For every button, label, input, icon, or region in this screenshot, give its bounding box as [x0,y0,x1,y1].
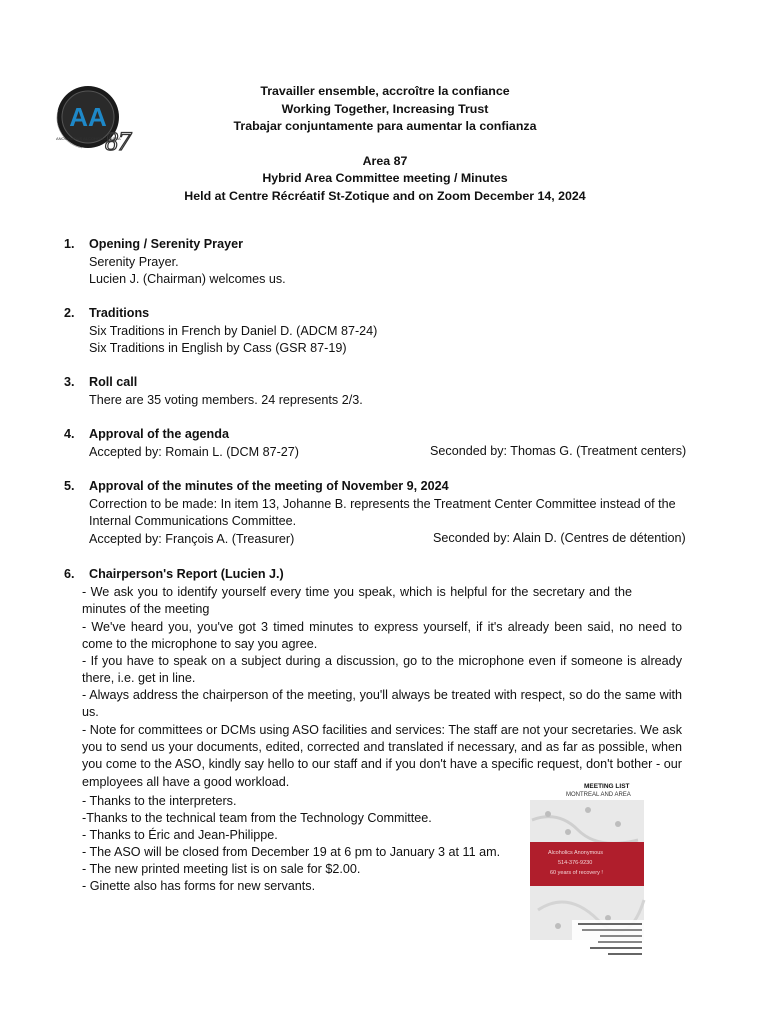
meeting-list-poster [528,780,646,958]
section-title: Traditions [89,306,150,320]
header-english: Working Together, Increasing Trust [281,101,489,116]
text-line: Lucien J. (Chairman) welcomes us. [89,272,286,286]
section-title: Roll call [89,375,138,389]
header-location-date: Held at Centre Récréatif St-Zotique and on Zoom December 14, 2024 [184,188,586,203]
poster-band-line: 60 years of recovery ! [550,870,603,876]
section-number: 2. [64,306,75,320]
report-bullet: - The ASO will be closed from December 19 at 6 pm to January 3 at 11 am. [82,845,501,859]
logo-arc-text: ANONYMOUS ALCOHOLICS AREA [56,136,121,141]
report-bullet: - Thanks to the interpreters. [82,794,237,808]
section-number: 3. [64,375,75,389]
report-paragraph: - Always address the chairperson of the meeting, you'll always be treated with respect, so do the same with us. [82,688,682,720]
text-line: Six Traditions in French by Daniel D. (ADCM 87-24) [89,324,378,338]
report-bullet: -Thanks to the technical team from the Technology Committee. [82,811,432,825]
poster-band-line: Alcoholics Anonymous [548,850,604,856]
report-paragraph: - Note for committees or DCMs using ASO facilities and services: The staff are not your secretaries. We ask you to send us your documents, edited, corrected and translated if necessary, and as far as possible, when you come to the ASO, kindly say hello to our staff and if you don't have a specific request, don't bother - our employees all have a good workload. [82,723,682,789]
text-line: There are 35 voting members. 24 represents 2/3. [89,393,363,407]
text-line: Six Traditions in English by Cass (GSR 87-19) [89,341,347,355]
section-5-body [89,496,676,530]
section-number: 1. [64,237,75,251]
accepted-by: Accepted by: François A. (Treasurer) [89,532,295,546]
text-line: Correction to be made: In item 13, Johanne B. represents the Treatment Center Committee instead of the [89,497,676,511]
section-title: Approval of the agenda [89,427,229,441]
logo-letters: AA [69,102,107,132]
header-french: Travailler ensemble, accroître la confiance [260,84,510,98]
section-number: 6. [64,567,75,581]
poster-title: MEETING LIST [584,783,630,790]
seconded-by: Seconded by: Thomas G. (Treatment centers) [430,444,687,458]
report-bullet: - Thanks to Éric and Jean-Philippe. [82,828,278,842]
poster-band-line: 514-376-9230 [558,860,593,866]
text-line: Serenity Prayer. [89,255,179,269]
report-paragraph: - If you have to speak on a subject during a discussion, go to the microphone even if someone is already there, i.e. get in line. [82,654,682,686]
report-paragraph: - We ask you to identify yourself every time you speak, which is helpful for the secretary and the minutes of the meeting [82,585,632,617]
report-bullet: - The new printed meeting list is on sale for $2.00. [82,862,361,876]
seconded-by: Seconded by: Alain D. (Centres de détention) [433,531,686,545]
section-title: Opening / Serenity Prayer [89,237,243,251]
section-title: Approval of the minutes of the meeting of November 9, 2024 [89,479,449,493]
section-2-body [89,323,377,357]
section-title: Chairperson's Report (Lucien J.) [89,567,284,581]
logo-number: 87 [105,127,131,156]
header-spanish: Trabajar conjuntamente para aumentar la confianza [233,119,537,133]
report-bullet: - Ginette also has forms for new servants. [82,879,316,893]
header-meeting-type: Hybrid Area Committee meeting / Minutes [262,171,508,185]
section-3-body [89,392,363,409]
section-1-body [89,254,286,288]
header-area: Area 87 [362,153,408,168]
document-header [160,83,610,205]
text-line: Internal Communications Committee. [89,514,297,528]
aa-87-logo [52,80,134,158]
accepted-by: Accepted by: Romain L. (DCM 87-27) [89,445,299,459]
poster-subtitle: MONTREAL AND AREA [566,792,631,798]
section-number: 5. [64,479,75,493]
section-number: 4. [64,427,75,441]
report-paragraph: - We've heard you, you've got 3 timed minutes to express yourself, if it's already been said, no need to come to the microphone to say you agree. [82,620,682,652]
